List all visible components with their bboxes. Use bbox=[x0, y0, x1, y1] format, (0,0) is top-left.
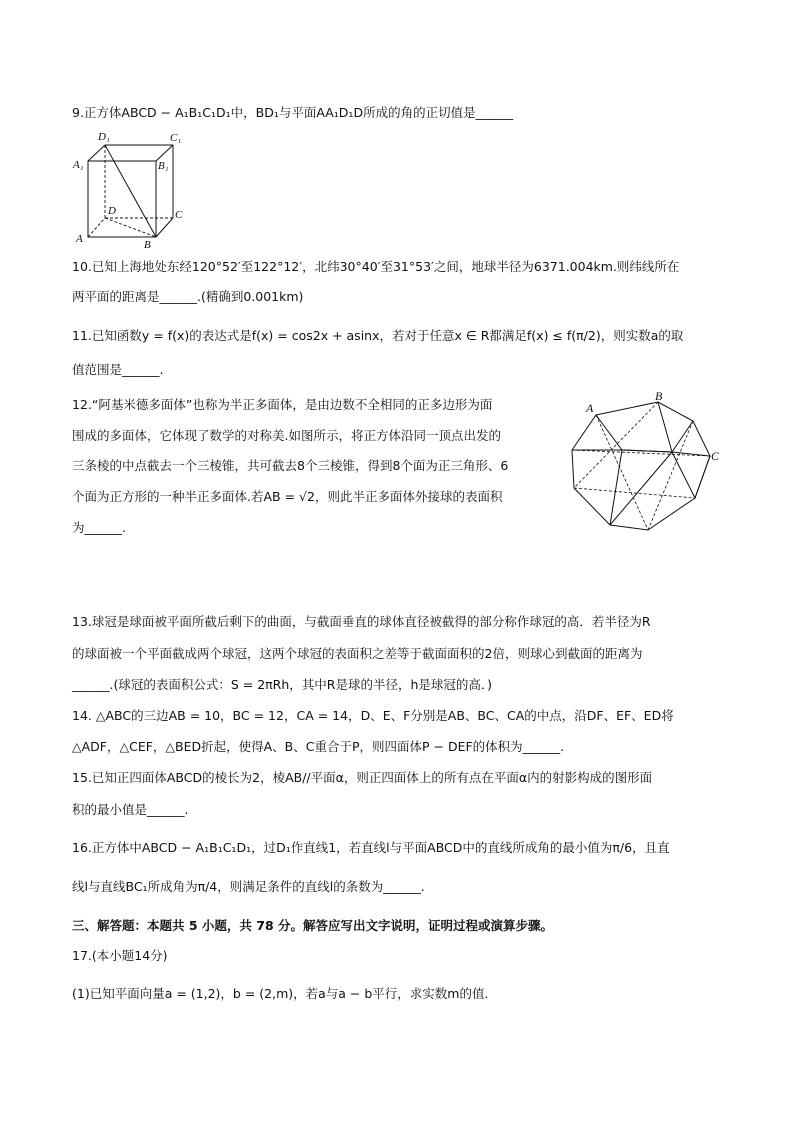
label-d: D bbox=[108, 205, 116, 217]
label-d1: D₁ bbox=[98, 131, 110, 143]
q12-line-5: 为______. bbox=[72, 520, 126, 535]
q12-line-3: 三条棱的中点截去一个三棱锥，共可截去8个三棱锥，得到8个面为正三角形、6 bbox=[72, 458, 509, 473]
poly-visible-edge-1 bbox=[622, 450, 672, 452]
poly-visible-face-1 bbox=[596, 415, 693, 452]
q11-line-1: 11.已知函数y = f(x)的表达式是f(x) = cos2x + asinx，若对于任意x ∈ R都满足f(x) ≤ f(π/2)，则实数a的取 bbox=[72, 328, 684, 343]
label-a: A bbox=[76, 233, 83, 245]
cube-edge-top-left bbox=[88, 145, 105, 161]
cube-figure bbox=[72, 128, 192, 250]
q17-title: 17.(本小题14分) bbox=[72, 948, 168, 963]
q12-line-4: 个面为正方形的一种半正多面体.若AB = √2，则此半正多面体外接球的表面积 bbox=[72, 489, 503, 504]
q13-line-1: 13.球冠是球面被平面所截后剩下的曲面，与截面垂直的球体直径被截得的部分称作球冠的高．若半径为R bbox=[72, 614, 651, 629]
q11-line-2: 值范围是______. bbox=[72, 362, 164, 377]
poly-hidden-edge-1 bbox=[596, 415, 648, 530]
cube-edge-top-right bbox=[156, 145, 173, 161]
q16-line-1: 16.正方体中ABCD − A₁B₁C₁D₁，过D₁作直线1，若直线l与平面ABCD中的直线所成角的最小值为π/6，且直 bbox=[72, 840, 670, 855]
poly-label-c: C bbox=[711, 449, 720, 463]
q14-line-2: △ADF，△CEF，△BED折起，使得A、B、C重合于P，则四面体P − DEF的体积为______. bbox=[72, 739, 565, 754]
poly-label-b: B bbox=[655, 390, 663, 403]
q16-line-2: 线l与直线BC₁所成角为π/4，则满足条件的直线l的条数为______. bbox=[72, 879, 425, 894]
poly-visible-edge-2 bbox=[610, 452, 672, 525]
q15-line-1: 15.已知正四面体ABCD的棱长为2，棱AB//平面α，则正四面体上的所有点在平面α内的射影构成的图形面 bbox=[72, 770, 653, 785]
q14-line-1: 14. △ABC的三边AB = 10，BC = 12，CA = 14，D、E、F分别是AB、BC、CA的中点，沿DF、EF、ED将 bbox=[72, 708, 674, 723]
label-a1: A₁ bbox=[73, 159, 84, 171]
q17-part1: (1)已知平面向量a = (1,2)，b = (2,m)，若a与a − b平行，求实数m的值. bbox=[72, 986, 489, 1001]
poly-visible-face-2 bbox=[572, 450, 622, 525]
q12-line-1: 12.“阿基米德多面体”也称为半正多面体，是由边数不全相同的正多边形为面 bbox=[72, 397, 493, 412]
q10-line-2: 两平面的距离是______.(精确到0.001km) bbox=[72, 289, 304, 304]
polyhedron-figure bbox=[570, 390, 730, 540]
q12-line-2: 围成的多面体，它体现了数学的对称美.如图所示，将正方体沿同一顶点出发的 bbox=[72, 428, 501, 443]
cube-edge-d1-b bbox=[105, 145, 156, 237]
poly-visible-edge-3 bbox=[658, 402, 672, 452]
cube-hidden-a-d bbox=[88, 218, 105, 237]
label-c: C bbox=[175, 209, 183, 221]
poly-label-a: A bbox=[586, 401, 594, 415]
cube-edge-bottom-right bbox=[156, 218, 173, 237]
label-b1: B₁ bbox=[158, 160, 169, 172]
poly-hidden-edge-4 bbox=[648, 421, 693, 530]
label-c1: C₁ bbox=[170, 132, 182, 144]
q9-line-1: 9.正方体ABCD − A₁B₁C₁D₁中，BD₁与平面AA₁D₁D所成的角的正切值是______ bbox=[72, 105, 514, 120]
label-b: B bbox=[144, 239, 151, 250]
q13-line-2: 的球面被一个平面截成两个球冠，这两个球冠的表面积之差等于截面面积的2倍，则球心到截面的距离为 bbox=[72, 646, 643, 661]
q13-line-3: ______.(球冠的表面积公式：S = 2πRh，其中R是球的半径，h是球冠的高．) bbox=[72, 677, 493, 692]
section-3-heading: 三、解答题：本题共 5 小题，共 78 分。解答应写出文字说明，证明过程或演算步骤。 bbox=[72, 918, 554, 933]
q10-line-1: 10.已知上海地处东经120°52′至122°12′，北纬30°40′至31°53′之间，地球半径为6371.004km.则纬线所在 bbox=[72, 259, 680, 274]
cube-hidden-d-b bbox=[105, 218, 156, 237]
poly-outline bbox=[572, 402, 710, 530]
q15-line-2: 积的最小值是______. bbox=[72, 802, 189, 817]
